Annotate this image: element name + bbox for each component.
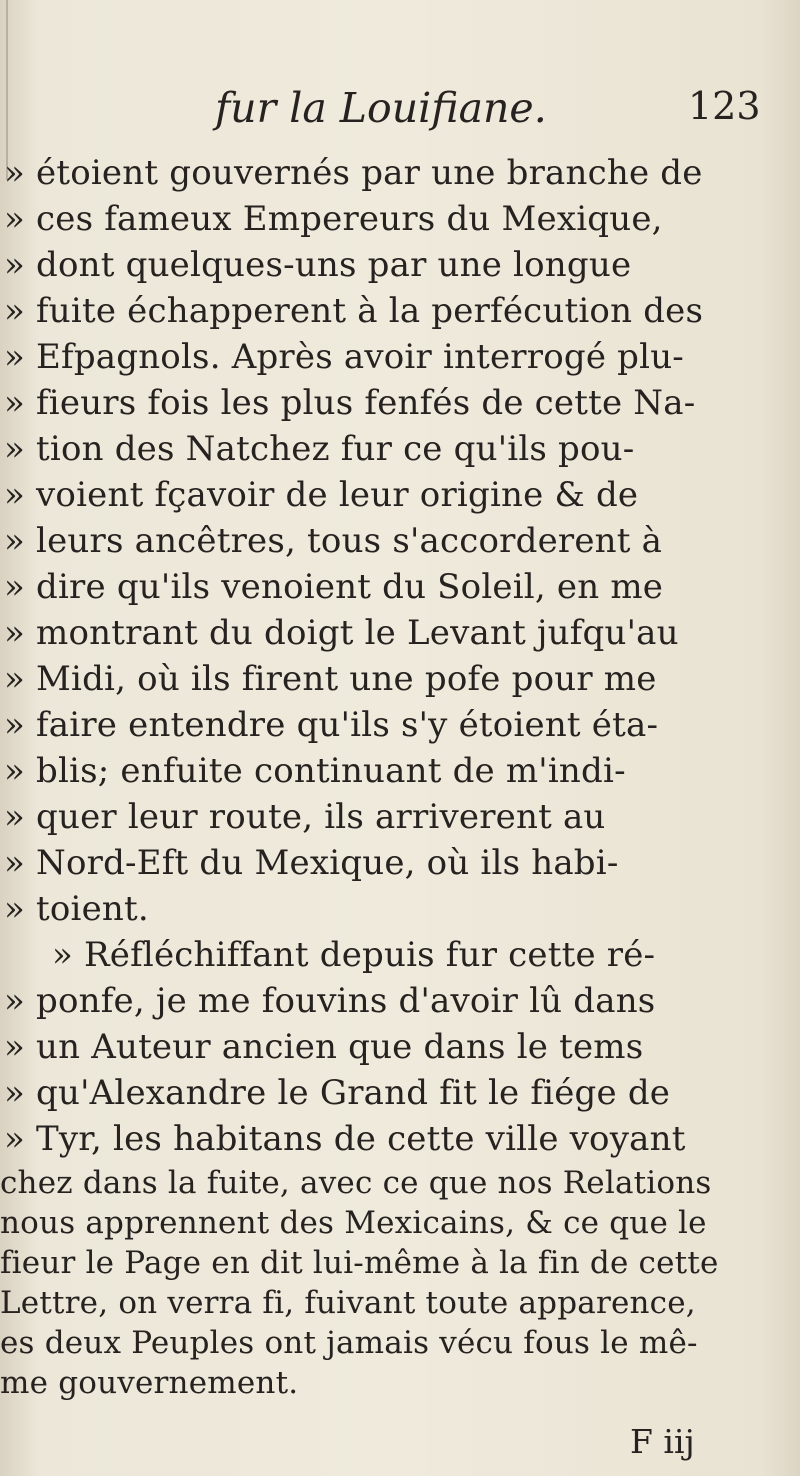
text-line: » étoient gouvernés par une branche de [4,153,703,193]
text-line: Lettre, on verra fi, fuivant toute apparence, [0,1285,696,1321]
text-line: » leurs ancêtres, tous s'accorderent à [4,521,663,561]
text-line: » quer leur route, ils arriverent au [4,797,606,837]
text-line: es deux Peuples ont jamais vécu fous le mê- [0,1325,698,1361]
text-line: » montrant du doigt le Levant jufqu'au [4,613,679,653]
text-line: » dont quelques-uns par une longue [4,245,632,285]
text-line: » ces fameux Empereurs du Mexique, [4,199,663,239]
running-title: fur la Louifiane. [215,84,547,132]
text-line: » fieurs fois les plus fenfés de cette Na- [4,383,696,423]
text-line: me gouvernement. [0,1365,299,1401]
text-line: » faire entendre qu'ils s'y étoient éta- [4,705,659,745]
page-number: 123 [688,84,761,128]
text-line: » toient. [4,889,149,929]
text-line: » tion des Natchez fur ce qu'ils pou- [4,429,635,469]
text-line: chez dans la fuite, avec ce que nos Relations [0,1165,712,1201]
text-line: » dire qu'ils venoient du Soleil, en me [4,567,664,607]
text-line: » fuite échapperent à la perfécution des [4,291,704,331]
text-line: » Nord-Eft du Mexique, où ils habi- [4,843,619,883]
text-line: » qu'Alexandre le Grand fit le fiége de [4,1073,671,1113]
text-line: » un Auteur ancien que dans le tems [4,1027,644,1067]
text-line: » ponfe, je me fouvins d'avoir lû dans [4,981,656,1021]
text-line: » Midi, où ils firent une pofe pour me [4,659,657,699]
text-line: » voient fçavoir de leur origine & de [4,475,639,515]
text-line: » blis; enfuite continuant de m'indi- [4,751,626,791]
text-line: » Réfléchiffant depuis fur cette ré- [52,935,656,975]
text-line: » Tyr, les habitans de cette ville voyant [4,1119,686,1159]
text-line: fieur le Page en dit lui-même à la fin de cette [0,1245,719,1281]
signature-mark: F iij [630,1422,695,1461]
text-line: » Efpagnols. Après avoir interrogé plu- [4,337,684,377]
text-line: nous apprennent des Mexicains, & ce que le [0,1205,707,1241]
